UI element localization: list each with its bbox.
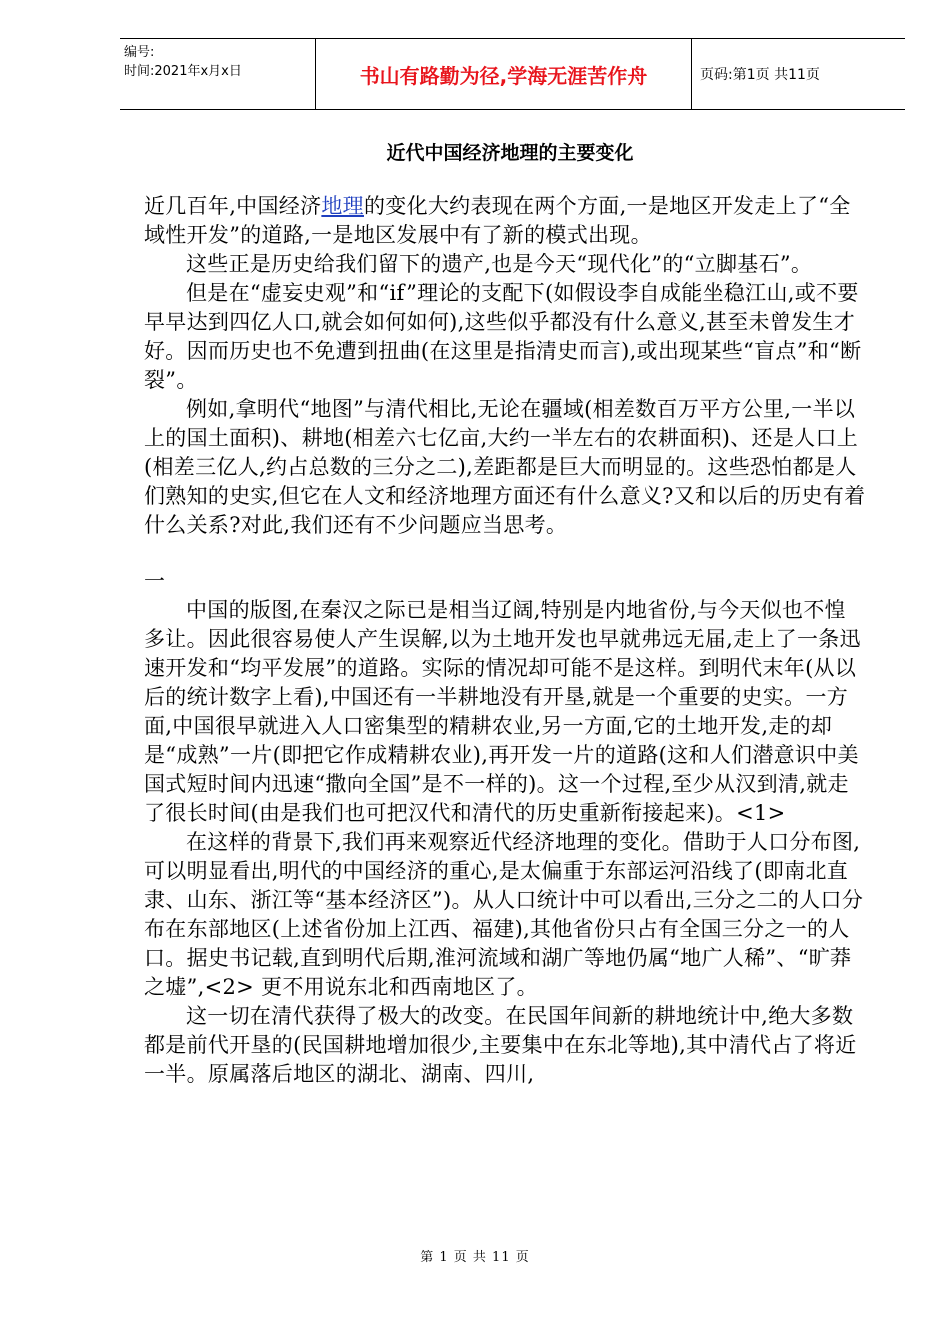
page-info-text: 页码:第1页 共11页 [700, 67, 820, 83]
document-body [144, 192, 866, 1089]
paragraph-2: 这些正是历史给我们留下的遗产,也是今天“现代化”的“立脚基石”。 [186, 252, 813, 276]
page-footer: 第 1 页 共 11 页 [420, 1250, 530, 1265]
paragraph-5: 中国的版图,在秦汉之际已是相当辽阔,特别是内地省份,与今天似也不惶多让。因此很容易使人产生误解,以为土地开发也早就弗远无届,走上了一条迅速开发和“均平发展”的道路。实际的情况却可能不是这样。到明代末年(从以后的统计数字上看),中国还有一半耕地没有开垦,就是一个重要的史实。一方面,中国很早就进入人口密集型的精耕农业,另一方面,它的土地开发,走的却是“成熟”一片(即把它作成精耕农业),再开发一片的道路(这和人们潜意识中美国式短时间内迅速“撒向全国”是不一样的)。这一个过程,至少从汉到清,就走了很长时间(由是我们也可把汉代和清代的历史重新衔接起来)。<1> [144, 598, 861, 825]
header-motto [315, 39, 692, 109]
document-number-label: 编号: [124, 45, 155, 60]
header-page-info [692, 39, 905, 109]
section-heading-one: 一 [144, 569, 166, 593]
geography-link[interactable]: 地理 [321, 194, 364, 218]
paragraph-1-end: 的变化大约表现在两个方面,一是地区开发走上了“全域性开发”的道路,一是地区发展中有了新的模式出现。 [144, 194, 851, 247]
paragraph-4: 例如,拿明代“地图”与清代相比,无论在疆域(相差数百万平方公里,一半以上的国土面积)、耕地(相差六七亿亩,大约一半左右的农耕面积)、还是人口上(相差三亿人,约占总数的三分之二),差距都是巨大而明显的。这些恐怕都是人们熟知的史实,但它在人文和经济地理方面还有什么意义?又和以后的历史有着什么关系?对此,我们还有不少问题应当思考。 [144, 397, 866, 537]
document-time-label: 时间:2021年x月x日 [124, 64, 242, 79]
page-header [120, 38, 905, 110]
motto-text: 书山有路勤为径,学海无涯苦作舟 [359, 63, 648, 88]
paragraph-7: 这一切在清代获得了极大的改变。在民国年间新的耕地统计中,绝大多数都是前代开垦的(民国耕地增加很少,主要集中在东北等地),其中清代占了将近一半。原属落后地区的湖北、湖南、四川, [144, 1004, 857, 1086]
paragraph-1 [144, 192, 866, 250]
paragraph-3: 但是在“虚妄史观”和“if”理论的支配下(如假设李自成能坐稳江山,或不要早早达到四亿人口,就会如何如何),这些似乎都没有什么意义,甚至未曾发生才好。因而历史也不免遭到扭曲(在这里是指清史而言),或出现某些“盲点”和“断裂”。 [144, 281, 862, 392]
paragraph-gap [144, 540, 866, 567]
paragraph-1-start: 近几百年,中国经济 [144, 194, 322, 218]
document-title: 近代中国经济地理的主要变化 [386, 142, 634, 164]
paragraph-6: 在这样的背景下,我们再来观察近代经济地理的变化。借助于人口分布图,可以明显看出,明代的中国经济的重心,是太偏重于东部运河沿线了(即南北直隶、山东、浙江等“基本经济区”)。从人口统计中可以看出,三分之二的人口分布在东部地区(上述省份加上江西、福建),其他省份只占有全国三分之一的人口。据史书记载,直到明代后期,淮河流域和湖广等地仍属“地广人稀”、“旷莽之墟”,<2> 更不用说东北和西南地区了。 [144, 830, 864, 999]
document-meta [120, 39, 315, 109]
